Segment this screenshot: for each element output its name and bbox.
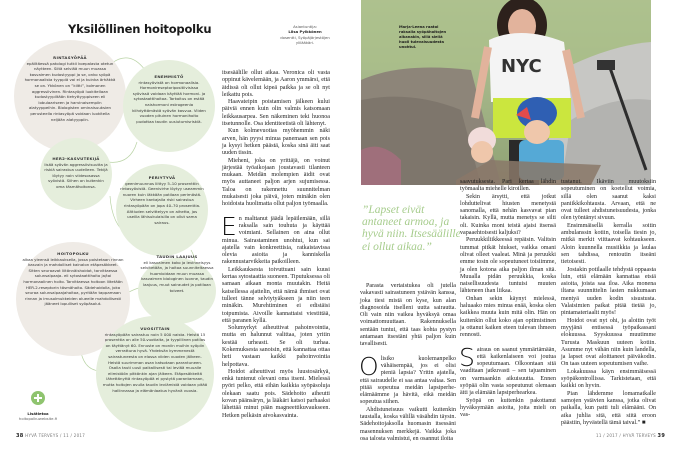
paragraph: Hoidot aiheuttivat myös luustosärkyä, enkä tuntenut olevani oma itseni. Mielessä pyöri pelko, että eihän kaikkia syöpäsoluja olekaan saatu pois. Sädehoito aiheutti kovan päänsäryn, ja lääkäri katsoi parhaaksi lähettää minut pään magneettikuvaukseen. Hetken pelkäsin aivokasvainta. bbox=[222, 368, 330, 419]
circle-text: rintasyöpään sairastuu noin 5 000 naista. Heistä 15 prosenttia on alle 50-vuotiaita, ja tyypillinen potilas on täyttänyt 60. Ennuste on moniin muihin syöpiin verrattuna hyvä. Yhdeksän kymmenestä sairastuneesta on elossa viiden vuoden jälkeen. Heistä suurimman osan katsotaan parantuneen. Osalla tauti uusii paikallisesti tai leviää muualle elimistöön pitkänkin ajan jälkeen. Etäpesäkkeitä lähettänyttä rintasyöpää ei pystytä parantamaan, mutta hoitojen avulla taudin leviämistä voidaan pitää hallinnassa ja elämänlaatua hyvänä vuosia. bbox=[102, 331, 208, 393]
paragraph: Pian lähdemme lomamatkalle samojen ystävien kanssa, jotka olivat paikalla, kun patti tuli elämääni. On aika juhlia sitä, että siitä eroon päästiin, hyvästellä tämä taival.” ■ bbox=[561, 390, 656, 426]
info-her2 bbox=[44, 156, 108, 190]
connector-arrow bbox=[108, 142, 137, 162]
more-info-label: Lisätietoa bbox=[27, 411, 49, 416]
circle-text: eli kasvaimen koko ja levinneisyys selvitetään, ja hoitoa suunniteltaessa huomioidaan muun muassa kasvaimen biologinen luonne, taudin laajuus, muut sairaudet ja potilaan toiveet. bbox=[140, 259, 214, 293]
expert-title: dosentti, Syöpäjärjestöjen ylilääkäri. bbox=[280, 34, 330, 45]
page-number: 39 bbox=[657, 433, 666, 439]
paragraph: saavutuksesta. Pari kertaa lähdin työmaalta miehelle kiroillen. bbox=[460, 179, 556, 193]
svg-text:NYC: NYC bbox=[501, 56, 542, 77]
paragraph: Parasta vertaistukea oli jutella vakavasti sairastuneen ystävän kanssa, joka tiesi mistä on kyse, kun alan diagnosoida itselleni uutta sairautta. Oli vain niin vaikea hyväksyä omaa voimattomuuttaan. Rakennuksella sentään tuntui, että taas kohta pystyn antamaan itsestäni yhtä paljon kuin tavallisesti. bbox=[360, 283, 456, 348]
info-vuosittain bbox=[102, 326, 208, 393]
drop-cap: O bbox=[359, 351, 379, 381]
paragraph: Leikkauksesta toivuttuani sain kuusi kertaa sytostaattia suoneen. Tiputuksessa oli samaan aikaan monta muutakin. Heitä katsellessa ajattelin, että nämä ihmiset ovat tulleet tänne selviytyäkseen ja niin teen minäkin. Murehtiminen ei edistäisi toipumista. Aivoille kannattaisi viestittää, että paranen kyllä. bbox=[222, 266, 330, 324]
paragraph: Haavateipin poistamisen jälkeen kului päiviä ennen kuin olin valmis katsomaan leikkausarpea. Sen näkeminen teki huonoa itsetunnolle. Osa identiteetistä oli lähtenyt. bbox=[222, 99, 330, 128]
paragraph: Hoidot ovat nyt ohi, ja aloitin työt myyjänä entisessä työpaikassani elokuussa. Syyskuussa muutimme Turusta Maskuun uuteen kotiin. Asumme nyt vähän niin kuin landella, ja lapset ovat aloittaneet päiväkodin. On taas uuteen sopeutumisen vaihe. bbox=[561, 317, 656, 368]
paragraph: Syöpä on kuitenkin pakottanut hyväksymään asioita, joita mieli on vas- bbox=[460, 397, 556, 419]
info-hoitopolku bbox=[22, 251, 124, 307]
page-footer-left bbox=[16, 433, 85, 439]
paragraph: Sekin ärsytti, että jotkut lohduttelivat hiusten menetystä sanomalla, että nehän kasvavat pian takaisin. Kyllä, mutta menetys se silti oli. Kuinka moni teistä ajaisi itsensä vapaaehtoisesti kaljuksi? bbox=[460, 193, 556, 237]
paragraph-text: airaus on saanut ymmärtämään, että kaikenlaiseen voi joutua sopeutumaan. Olkoontaan sitä vaaditaan jatkuvasti – sen tajuaminen on varmaankin aikuisuutta. Ennen syöpää olin vasta sopeutunut olemaan äiti ja elämään lapsiperhearkea. bbox=[460, 346, 556, 397]
circle-heading: HOITOPOLKU bbox=[57, 251, 89, 256]
article-column-2 bbox=[460, 179, 556, 420]
paragraph: Jostakin potilaalle tehdystä oppaasta luin, että elämään kannattaa etsiä asioita, joista saa iloa. Aika monena iltana suunnittelin lasten nukkumaan mentyä uuden kodin sisustusta. Valaisimien paikat pitää tietää jo, pintamateriaalit myös! bbox=[561, 266, 656, 317]
paragraph: Solumyrkyt aiheuttivat pahoinvointia, mutta en halunnut valittaa, joten yritin kestää urheasti. Se oli turhaa. Kokemuksesta sanoisin, että kannattaa ottaa heti vastaan kaikki pahoinvointia helpottava. bbox=[222, 325, 330, 368]
expert-label: Asiantuntija: bbox=[293, 24, 317, 29]
paragraph: Kun kolmevuotias myöhemmin näki arven, hän pyysi minua panemaan sen pois ja kysyi hetken päästä, koska sinä äiti saat uuden tissin. bbox=[222, 128, 330, 157]
circle-heading: RINTASYÖPÄÄ bbox=[53, 55, 87, 60]
more-info-link[interactable]: hoitopolkuwebsite.fi bbox=[18, 416, 58, 421]
circle-text: geenimuunnos liittyy 5–10 prosenttiin rintasyövistä. Geenivirhe löytyy useammin nuoren kuin iäkkään potilaan perimästä. Virheen kantajalla riski sairastua rintasyöpään on jopa 40–70 prosenttia. Alttiuden selvittelyyn on aihetta, jos useilla lähisukulaisilla on ollut sama sairaus. bbox=[120, 180, 204, 225]
paragraph-dropcap bbox=[359, 351, 456, 407]
drop-cap: E bbox=[221, 211, 237, 241]
circle-text: lisää syövän aggressiivisuutta ja riskiä sairastua uudelleen. Tekijä löytyy noin viidesosassa syövistä. Siihen on kuitenkin oma täsmähoitonsa. bbox=[44, 161, 108, 189]
info-periytyva bbox=[120, 175, 204, 225]
paragraph: Mieheni, joka on yrittäjä, on voinut järjestää työaikojaan joustavasti tilanteen mukaan. Meidän molempien äidit ovat myös auttaneet paljon arjen sujumisessa. Taloa on rakennettu suunnitelman mukaisesti joka päivä, joten minäkin olen hoidoista huolimatta ollut paljon työmaalla. bbox=[222, 157, 330, 208]
paragraph: itsesäälille ollut aikaa. Veronica oli vasta oppinut kävelemään, ja Aaron ymmärsi, että äidissä oli ollut kipeä paikka ja se oli nyt leikattu pois. bbox=[222, 70, 330, 98]
paragraph-text: n malttanut jäädä lepäilemään, sillä raksalla sain touhuta ja käyttää voimiani. Sellainen on aina ollut minua. Sairastaminen unohtui, kun sai ajatella vain konkreettisia, ratkaistavissa olevia asioita ja kanniskella rakennustarvikkeita paikoilleen. bbox=[222, 215, 330, 266]
circle-heading: PERIYTYVÄ bbox=[148, 175, 176, 180]
circle-heading: ENEMMISTÖ bbox=[154, 74, 184, 79]
expert-name: Liisa Pylkkönen bbox=[288, 29, 322, 35]
photo-caption: Marja-Leena raatoi raksalla syöpähoitojen aikanakin, sillä siellä huoli tulevaisuudesta unohtui. bbox=[399, 25, 447, 49]
page-footer-right bbox=[596, 433, 665, 439]
circle-text: epäiltäessä patologi tutkii koepalasta otetun näytteen. Siitä selviää muun muassa kasvaimen kudostyyppi ja se, onko syöpä hormonaalista tyyppiä vai ei ja kuinka ärhäkkä se on. Ykkönen on ”kiltti”, kolmonen aggressiivinen. Rintasyöpä luokitellaan kudostyypiltään tiehyttyyppiseen eli lobulaariseen ja harvinaisempiin alatyyppeihin. Biologisten ominaisuuksien perusteella rintasyöpä voidaan luokitella neljään alatyyppiin. bbox=[24, 60, 116, 122]
more-info bbox=[10, 411, 66, 421]
info-laajuus bbox=[140, 254, 214, 293]
paragraph-dropcap bbox=[459, 342, 556, 398]
paragraph-dropcap bbox=[221, 211, 330, 267]
expert-note bbox=[278, 24, 332, 45]
footer-text: 11 / 2017 / HYVÄ TERVEYS bbox=[596, 433, 656, 438]
circle-text: rintasyövistä on hormonaalisia. Hormonireseptoripositiivisissa syövissä voidaan käyttää hormoni- ja sytostaattihoitoa. Tarkoitus on estää naishormoni estrogeenia kiihdyttämästä syövän kasvua. Viiden vuoden pituinen hormonihoito pudottaa taudin uusiutumisriskiä. bbox=[132, 79, 206, 124]
page-number: 38 bbox=[16, 433, 24, 439]
paragraph: Ensimmäisellä kerralla soitin ambulanssin kotiin, toisella tiesin jo, mitkä merkit viittaavat kohtaukseen. Aloin kuunnella musiikkia ja laulaa sen tahdissa, rentoutin itseäni tietoisesti. bbox=[561, 222, 656, 266]
paragraph: Onhan sekin käynyt mielessä, haluaako mies minua enää, koska olen kaikkea muuta kuin mitä olin. Hän on kuitenkin ollut koko ajan optimistinen ja ottanut kaiken eteen tulevan ihmeen rennosti. bbox=[460, 295, 556, 339]
circle-heading: HER2-KASVUTEKIJÄ bbox=[52, 156, 100, 161]
article-column-left bbox=[222, 70, 330, 420]
drop-cap: S bbox=[459, 342, 475, 372]
pull-quote: ”Lapset eivät antaneet armoa, ja hyvä niin. Itsesäälille ei ollut aikaa.” bbox=[362, 204, 461, 253]
paragraph: Peruukkiliikkeessä repäisin. Valitsin tummat pitkät hiukset, vaikka omani olivat olleet vaaleat. Minä ja peruukki emme tosin ole sopeutuneet toisiimme, ja olen kotona aika paljon ilman sitä. Muualla pidän peruukkia, koska naisellisuudesta tuntuisi muuten lähteneen ihan liikaa. bbox=[460, 237, 556, 295]
article-column-3 bbox=[561, 179, 656, 427]
paragraph: Ahdistuneisuus vaikutti kuitenkin taustalla, koska välillä väsähdin täysin. Sädehoitojaksolla huomasin itsessäni masennuksen merkkejä. Vaikka joka osa talosta valmistui, en osannut iloita bbox=[360, 406, 456, 442]
circle-heading: VUOSITTAIN bbox=[140, 326, 170, 331]
circle-heading: TAUDIN LAAJUUS bbox=[156, 254, 198, 259]
article-column-1 bbox=[360, 283, 456, 443]
info-rintasyopa bbox=[24, 55, 116, 122]
footer-text: HYVÄ TERVEYS / 11 / 2017 bbox=[25, 433, 86, 438]
plus-icon[interactable] bbox=[31, 391, 45, 405]
circle-text: alkaa yleensä leikkauksella, jossa poistetaan rinnan kasvain ja mahdolliset kainalon etäpesäkkeet. Sitten seuraavat liitännäishoidot, tarvittaessa solunsalpaaja- eli sytostaattihoito ja/tai hormonaalinen hoito. Tarvittaessa hoitoon liitetään HER-2-reseptorin täsmähoito. Sädehoidolla, joka seuraa solunsalpaajahoitoa, pyritään tappamaan rinnan ja imusolmukkeiden alueelle mahdollisesti jääneet lopulliset syöpäsolut. bbox=[22, 256, 124, 307]
paragraph-text: lisiko kuolemanpelko vähäisempää, jos ei olisi pieniä lapsia? Yritin ajatella, että sairaudelle ei saa antaa valtaa. Sen pitää sopeutua meidän lapsiperhe-elämäämme ja hävitä, eikä meidän sopeutua siihen. bbox=[360, 355, 456, 406]
info-enemmisto bbox=[131, 74, 207, 124]
page-title: Yksilöllinen hoitopolku bbox=[68, 22, 212, 36]
paragraph: Lokakuussa käyn ensimmäisessä syöpäkontrollissa. Tarkistetaan, että kaikki on hyvin. bbox=[561, 368, 656, 390]
paragraph: tustanut. Ikäviin muutoksiin sopeutuminen on koetellut voimia, sillä olen saanut kaksi paniikkikohtausta. Arvaan, että ne ovat tulleet ahdistuneisuudesta, jonka olen työntänyt sivuun. bbox=[561, 179, 656, 222]
